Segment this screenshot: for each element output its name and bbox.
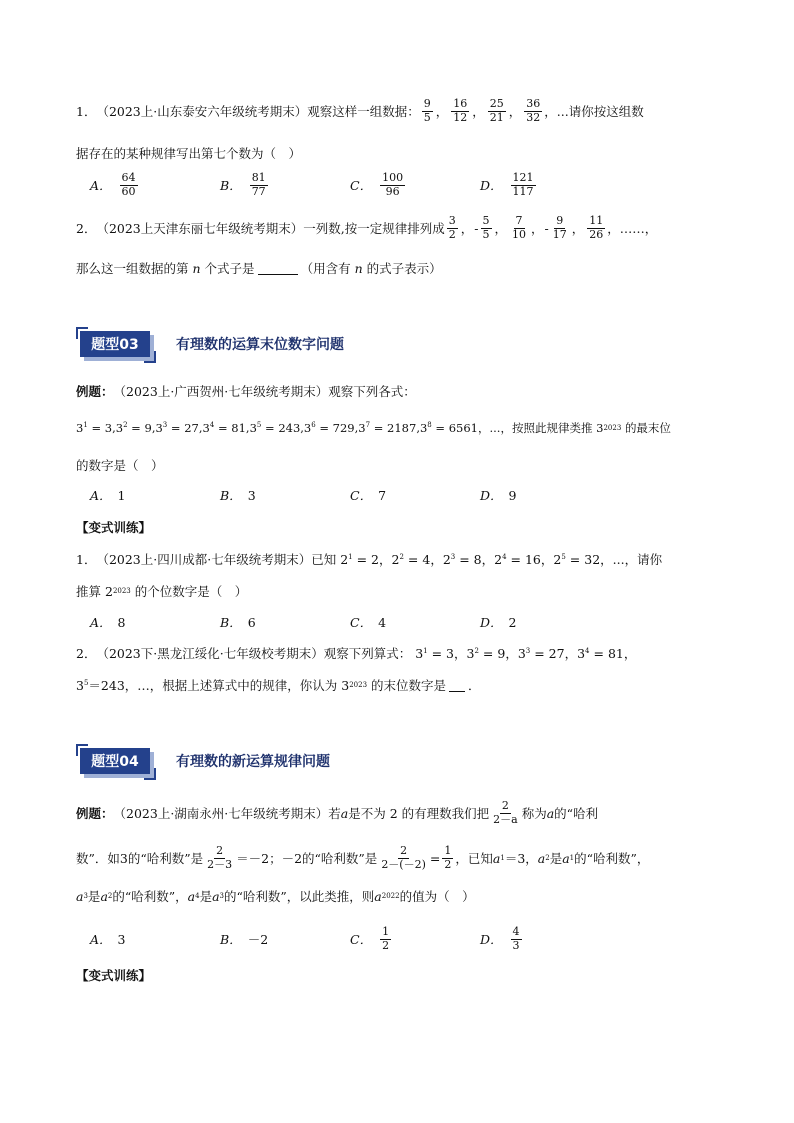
q1-option-a[interactable]: A． $\frac{64}{60}$ bbox=[90, 171, 136, 198]
s03-t2-answer-blank[interactable] bbox=[449, 679, 465, 692]
q1-number: 1． bbox=[76, 104, 97, 120]
s04-example-line3: a 3 是 a 2 的“哈利数”， a 4 是 a 3 的“哈利数”，以此类推，则 a 2022 的值为（ ） bbox=[76, 888, 475, 904]
s04-def-frac: $\frac{2}{2-a}$ bbox=[493, 799, 518, 826]
s03-t1-line2: 推算 2 2023 的个位数字是（ ） bbox=[76, 584, 248, 599]
section-04-header bbox=[80, 744, 440, 778]
q1-option-c[interactable]: C． $\frac{100}{96}$ bbox=[350, 171, 404, 198]
s04-example-line2: 数”．如3的“哈利数”是 $\frac{2}{2-3}$ ＝－2；－2的“哈利数”是 $\frac{2}{2-(-2)}$ = $\frac{1}{2}$ ，已知 a 1 ＝3， a 2 是 a 1 的“哈利数”， bbox=[76, 844, 650, 871]
s03-t1-option-b[interactable]: B． 6 bbox=[220, 614, 256, 630]
section-03-header bbox=[80, 327, 440, 361]
q2-answer-blank[interactable] bbox=[258, 262, 298, 275]
s03-t1-option-d[interactable]: D． 2 bbox=[480, 614, 517, 630]
q2-line1: 2． （2023上天津东丽七年级统考期末）一列数,按一定规律排列成 $\frac{3}{2}$ ， - $\frac{5}{5}$ ， $\frac{7}{10}$ ， - $\frac{9}{17}$ ， $\frac{11}{26}$ ，……， bbox=[76, 214, 658, 241]
s03-example-options bbox=[90, 486, 610, 504]
section-04-badge: 题型04 bbox=[80, 748, 150, 774]
s04-example-label: 例题： bbox=[76, 806, 114, 822]
s03-ex-option-a[interactable]: A． 1 bbox=[90, 487, 126, 503]
s03-t2-line1: 2． （2023下·黑龙江绥化·七年级校考期末）观察下列算式： $3^1 = 3$， $3^2 = 9$， $3^3 = 27$， $3^4 = 81$， bbox=[76, 646, 637, 661]
s03-example-powers: $3^1 = 3$, $3^2 = 9$, $3^3 = 27$, $3^4 = 81$, $3^5 = 243$, $3^6 = 729$, $3^7 = 2187$, $3^8 = 6561$ ，...，按照此规律类推 3 2023 的最末位 bbox=[76, 421, 671, 435]
s04-option-b[interactable]: B． －2 bbox=[220, 932, 269, 948]
q1-option-d[interactable]: D． $\frac{121}{117}$ bbox=[480, 171, 534, 198]
s03-t1-option-c[interactable]: C． 4 bbox=[350, 614, 387, 630]
s03-ex-option-d[interactable]: D． 9 bbox=[480, 487, 517, 503]
s04-option-a[interactable]: A． 3 bbox=[90, 931, 126, 948]
section-03-title: 有理数的运算末位数字问题 bbox=[176, 337, 344, 353]
s03-t1-line1: 1． （2023上·四川成都·七年级统考期末）已知 $2^1 = 2$， $2^2 = 4$， $2^3 = 8$， $2^4 = 16$， $2^5 = 32$ ，...，请你 bbox=[76, 551, 663, 567]
q2-frac-2: $\frac{5}{5}$ bbox=[482, 214, 490, 241]
q2-frac-5: $\frac{11}{26}$ bbox=[589, 214, 604, 241]
q1-frac-4: $\frac{36}{32}$ bbox=[526, 97, 541, 124]
q2-source: （2023上天津东丽七年级统考期末）一列数,按一定规律排列成 bbox=[96, 221, 445, 237]
q2-line2: 那么这一组数据的第 n 个式子是 （用含有 n 的式子表示） bbox=[76, 260, 442, 276]
s03-train-label: 【变式训练】 bbox=[76, 520, 152, 535]
q1-tail: ，...请你按这组数 bbox=[544, 104, 644, 120]
q1-frac-1: $\frac{9}{5}$ bbox=[423, 97, 431, 124]
q1-frac-3: $\frac{25}{21}$ bbox=[489, 97, 504, 124]
s04-option-c[interactable]: C． $\frac{1}{2}$ bbox=[350, 925, 390, 952]
q2-frac-1: $\frac{3}{2}$ bbox=[448, 214, 456, 241]
s03-t1-option-a[interactable]: A． 8 bbox=[90, 614, 126, 630]
s03-ex-option-c[interactable]: C． 7 bbox=[350, 487, 387, 503]
q2-number: 2． bbox=[76, 221, 97, 237]
q2-frac-3: $\frac{7}{10}$ bbox=[512, 214, 527, 241]
s03-example-label: 例题： bbox=[76, 384, 114, 399]
q1-line1: 1． （2023上·山东泰安六年级统考期末）观察这样一组数据： $\frac{9}{5}$ ， $\frac{16}{12}$ ， $\frac{25}{21}$ ， $\frac{36}{32}$ ，...请你按这组数 bbox=[76, 97, 644, 124]
s03-ex-option-b[interactable]: B． 3 bbox=[220, 487, 256, 503]
q1-line2: 据存在的某种规律写出第七个数为（ ） bbox=[76, 146, 302, 161]
s04-option-d[interactable]: D． $\frac{4}{3}$ bbox=[480, 925, 520, 952]
s03-t1-options bbox=[90, 613, 610, 631]
s04-example-options bbox=[90, 926, 610, 952]
s04-train-label: 【变式训练】 bbox=[76, 968, 152, 983]
q1-frac-2: $\frac{16}{12}$ bbox=[453, 97, 468, 124]
s03-t2-line2: $3^5$ ＝243，…，根据上述算式中的规律，你认为 3 2023 的末位数字是 ． bbox=[76, 677, 481, 693]
q2-frac-4: $\frac{9}{17}$ bbox=[552, 214, 567, 241]
section-03-badge: 题型03 bbox=[80, 331, 150, 357]
q1-option-b[interactable]: B． $\frac{81}{77}$ bbox=[220, 171, 266, 198]
s03-example-line3: 的数字是（ ） bbox=[76, 458, 164, 473]
s03-example-line1: 例题： （2023上·广西贺州·七年级统考期末）观察下列各式： bbox=[76, 384, 416, 399]
q2-tail: ，……， bbox=[607, 221, 658, 237]
q1-source: （2023上·山东泰安六年级统考期末）观察这样一组数据： bbox=[96, 104, 420, 120]
section-04-title: 有理数的新运算规律问题 bbox=[176, 754, 330, 770]
q1-options bbox=[90, 172, 610, 198]
s04-example-line1: 例题： （2023上·湖南永州·七年级统考期末）若 a 是不为 2 的有理数我们把 $\frac{2}{2-a}$ 称为 a 的“哈利 bbox=[76, 799, 599, 826]
